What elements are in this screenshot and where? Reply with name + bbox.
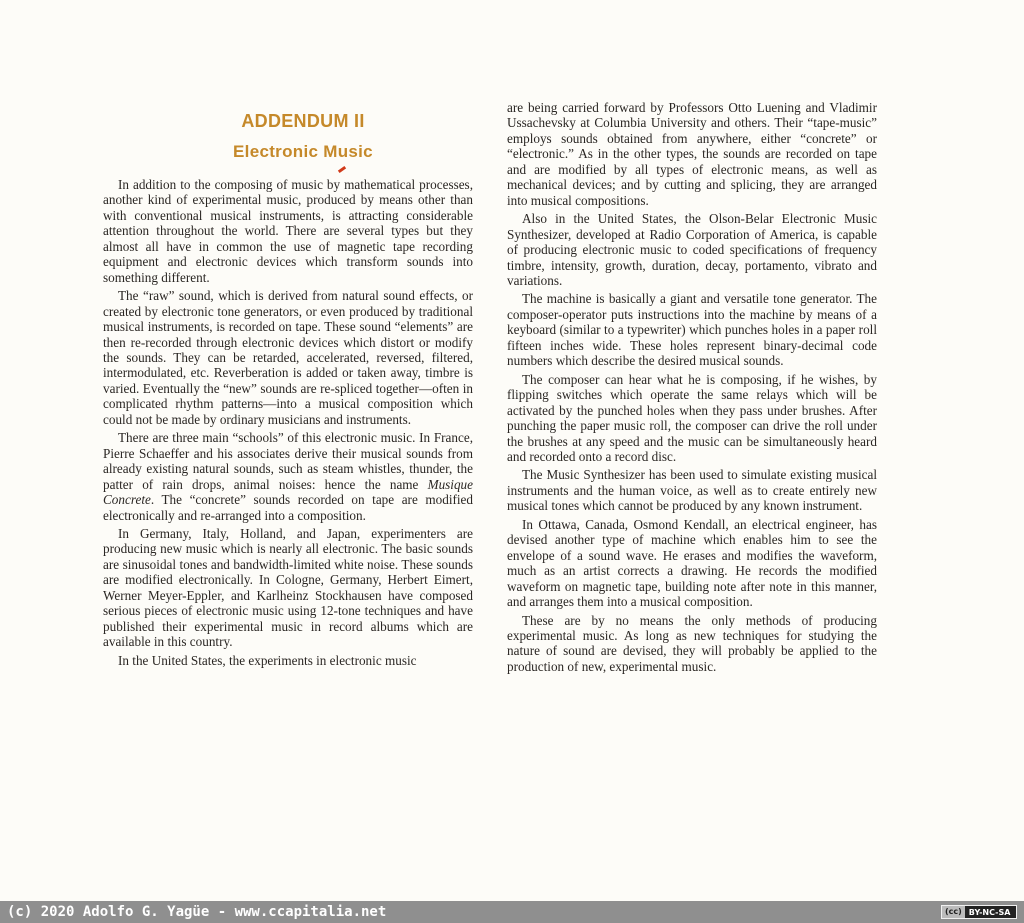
paragraph: In the United States, the experiments in electronic music — [118, 652, 417, 668]
right-column — [507, 100, 877, 677]
paragraph: Also in the United States, the Olson-Belar Electronic Music Synthesizer, developed at Radio Corporation of America, is capable of producing electronic music to coded specifications of frequency timbre, intensity, growth, duration, decay, portamento, vibrato and variations. — [507, 211, 877, 288]
paragraph-text: . The “concrete” sounds recorded on tape are modified electronically and re-arranged into a composition. — [103, 492, 473, 523]
left-column — [103, 177, 473, 671]
red-mark-icon — [338, 166, 346, 173]
paragraph: These are by no means the only methods of producing experimental music. As long as new techniques for studying the nature of sound are devised, they will probably be applied to the production of new, experimental music. — [507, 612, 877, 674]
copyright-credit: (c) 2020 Adolfo G. Yagüe - www.ccapitalia.net — [7, 904, 387, 920]
paragraph: The Music Synthesizer has been used to simulate existing musical instruments and the human voice, as well as to create entirely new musical tones which cannot be produced by any known instrument. — [507, 467, 877, 514]
paragraph: In Germany, Italy, Holland, and Japan, experimenters are producing new music which is nearly all electronic. The basic sounds are sinusoidal tones and bandwidth-limited white noise. These sounds are modified electronically. In Cologne, Germany, Herbert Eimert, Werner Meyer-Eppler, and Karlheinz Stockhausen have composed serious pieces of electronic music using 12-tone techniques and have published their experimental music in record albums which are available in this country. — [103, 525, 473, 650]
paragraph: In addition to the composing of music by mathematical processes, another kind of experimental music, produced by means other than with conventional musical instruments, is attracting considerable attention throughout the world. There are several types but they almost all have in common the use of magnetic tape recording equipment and electronic devices which transform sounds into something different. — [103, 177, 473, 285]
paragraph: The machine is basically a giant and versatile tone generator. The composer-operator puts instructions into the machine by means of a keyboard (similar to a typewriter) which punches holes in a paper roll fifteen inches wide. These holes represent binary-decimal code numbers which describe the desired musical sounds. — [507, 291, 877, 369]
page-title: ADDENDUM II — [241, 111, 365, 132]
cc-license-badge[interactable] — [941, 905, 1017, 919]
paragraph — [103, 430, 473, 523]
italic-term: Musique Concrete — [103, 476, 473, 508]
paragraph: In Ottawa, Canada, Osmond Kendall, an electrical engineer, has devised another type of machine which enables him to see the envelope of a sound wave. He erases and modifies the waveform, much as an artist corrects a drawing. He records the modified waveform on magnetic tape, building note after note in this manner, and arranges them into a musical composition. — [507, 516, 877, 610]
paragraph: The “raw” sound, which is derived from natural sound effects, or created by electronic tone generators, or even produced by traditional musical instruments, is recorded on tape. These sound “elements” are then re-recorded through electronic devices which distort or modify the sounds. They can be retarded, accelerated, reversed, filtered, intermodulated, etc. Reverberation is added or taken away, timbre is varied. Eventually the “new” sounds are re-spliced together—often in complicated rhythm patterns—into a musical composition which could not be made by ordinary musicians and instruments. — [103, 288, 473, 427]
paragraph-text: There are three main “schools” of this electronic music. In France, Pierre Schaeffer and his associates derive their musical sounds from already existing natural sounds, such as steam whistles, thunder, the patter of rain drops, animal noises: hence the name — [103, 430, 473, 492]
footer-bar — [0, 901, 1024, 923]
page-subtitle: Electronic Music — [233, 142, 373, 162]
paragraph: are being carried forward by Professors Otto Luening and Vladimir Ussachevsky at Columbia University and others. Their “tape-music” employs sounds obtained from anywhere, either “concrete” or “electronic.” As in the other types, the sounds are recorded on tape and are modified by all types of electronic means, as well as mechanical devices; and by cutting and splicing, they are arranged into musical compositions. — [507, 100, 877, 208]
cc-icon: (cc) — [942, 906, 965, 918]
paragraph: The composer can hear what he is composing, if he wishes, by flipping switches which operate the same relays which will be activated by the punched holes when they pass under brushes. After punching the paper music roll, the composer can drive the roll under the brushes at any speed and the music can be simultaneously heard and recorded onto a record disc. — [507, 371, 877, 464]
license-terms: BY-NC-SA — [968, 907, 1011, 917]
